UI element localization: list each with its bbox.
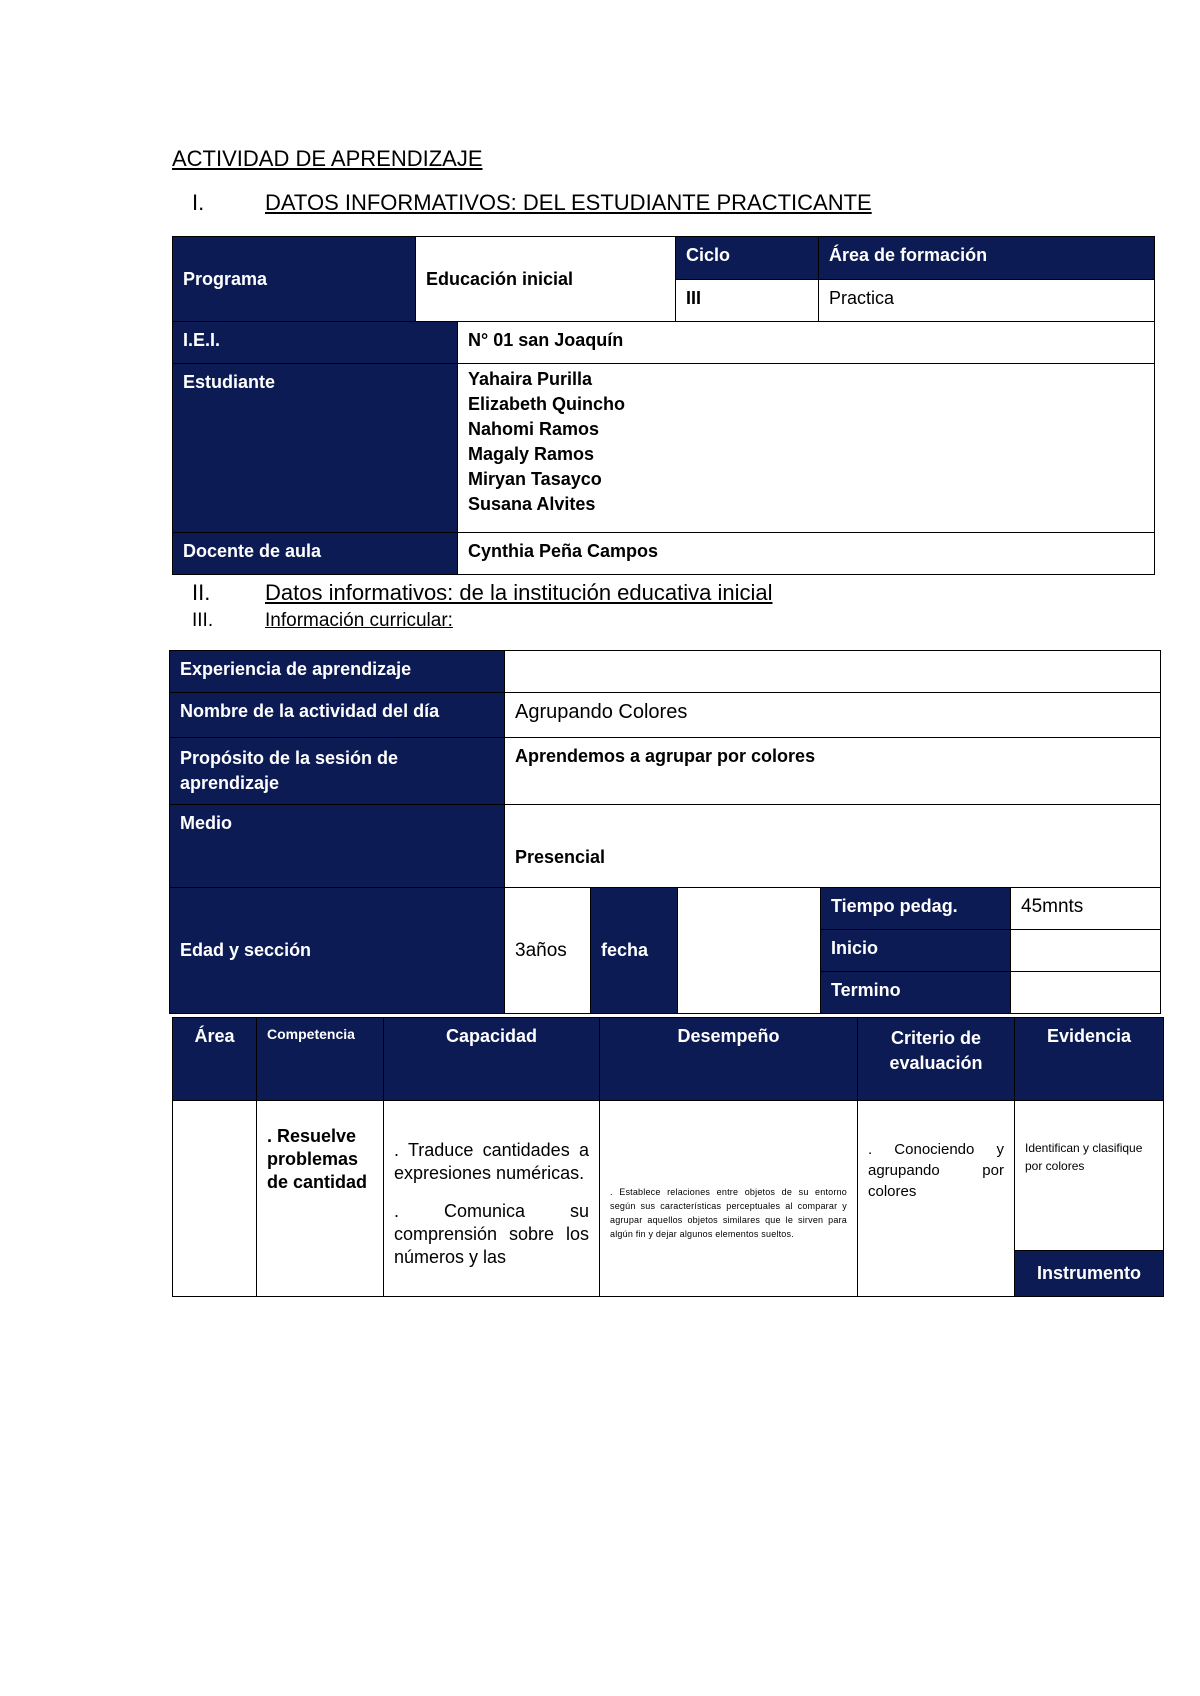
estudiante-name: Nahomi Ramos — [468, 419, 600, 439]
iei-value: N° 01 san Joaquín — [458, 322, 1155, 364]
header-criterio: Criterio de evaluación — [858, 1018, 1015, 1101]
inicio-value — [1011, 930, 1161, 972]
section-1-heading — [192, 190, 1092, 218]
section-1-title: DATOS INFORMATIVOS: DEL ESTUDIANTE PRACTICANTE — [265, 190, 872, 215]
header-instrumento: Instrumento — [1015, 1251, 1164, 1297]
fecha-label: fecha — [591, 888, 678, 1014]
row-evidencia: Identifican y clasifique por colores — [1015, 1101, 1164, 1251]
tiempo-pedag-label: Tiempo pedag. — [821, 888, 1011, 930]
programa-value: Educación inicial — [416, 237, 676, 322]
row-capacidad — [384, 1101, 600, 1297]
section-3-number: III. — [192, 610, 214, 631]
docente-value: Cynthia Peña Campos — [458, 533, 1155, 575]
section-3-title: Información curricular: — [265, 610, 453, 631]
header-desempeno: Desempeño — [600, 1018, 858, 1101]
termino-label: Termino — [821, 972, 1011, 1014]
fecha-value — [678, 888, 821, 1014]
header-area: Área — [173, 1018, 257, 1101]
edad-seccion-value: 3años — [505, 888, 591, 1014]
area-formacion-label: Área de formación — [819, 237, 1155, 280]
row-competencia: . Resuelve problemas de cantidad — [257, 1101, 384, 1297]
row-criterio: . Conociendo y agrupando por colores — [858, 1101, 1015, 1297]
section-2-title: Datos informativos: de la institución educativa inicial — [265, 580, 773, 605]
experiencia-value — [505, 651, 1161, 693]
row-area — [173, 1101, 257, 1297]
capacidad-item: . Traduce cantidades a expresiones numéricas. — [394, 1140, 589, 1183]
area-formacion-value: Practica — [819, 280, 1155, 322]
header-competencia: Competencia — [257, 1018, 384, 1101]
row-desempeno: . Establece relaciones entre objetos de su entorno según sus características perceptuales al comparar y agrupar aquellos objetos similares que le sirven para algún fin y dejar algunos elementos sueltos. — [600, 1101, 858, 1297]
estudiante-name: Yahaira Purilla — [468, 369, 593, 389]
proposito-value: Aprendemos a agrupar por colores — [505, 738, 1161, 805]
section-2-heading — [192, 580, 1092, 608]
header-capacidad: Capacidad — [384, 1018, 600, 1101]
curricular-info-table — [169, 650, 1161, 1014]
nombre-actividad-value: Agrupando Colores — [505, 693, 1161, 738]
estudiante-name: Susana Alvites — [468, 494, 596, 514]
estudiante-list — [458, 364, 1155, 533]
iei-label: I.E.I. — [173, 322, 458, 364]
inicio-label: Inicio — [821, 930, 1011, 972]
medio-label: Medio — [170, 805, 505, 888]
edad-seccion-label: Edad y sección — [170, 888, 505, 1014]
estudiante-name: Elizabeth Quincho — [468, 394, 626, 414]
proposito-label: Propósito de la sesión de aprendizaje — [170, 738, 505, 805]
estudiante-name: Miryan Tasayco — [468, 469, 602, 489]
ciclo-value: III — [676, 280, 819, 322]
estudiante-label: Estudiante — [173, 364, 458, 533]
section-1-number: I. — [192, 190, 205, 215]
ciclo-label: Ciclo — [676, 237, 819, 280]
document-title: ACTIVIDAD DE APRENDIZAJE — [172, 146, 483, 171]
competency-table — [172, 1017, 1164, 1297]
section-2-number: II. — [192, 580, 211, 605]
capacidad-item: . Comunica su comprensión sobre los números y las — [394, 1201, 589, 1267]
medio-value: Presencial — [505, 805, 1161, 888]
termino-value — [1011, 972, 1161, 1014]
docente-label: Docente de aula — [173, 533, 458, 575]
student-info-table — [172, 236, 1155, 575]
estudiante-name: Magaly Ramos — [468, 444, 595, 464]
nombre-actividad-label: Nombre de la actividad del día — [170, 693, 505, 738]
experiencia-label: Experiencia de aprendizaje — [170, 651, 505, 693]
section-3-heading — [192, 610, 1092, 636]
header-evidencia: Evidencia — [1015, 1018, 1164, 1101]
tiempo-pedag-value: 45mnts — [1011, 888, 1161, 930]
programa-label: Programa — [173, 237, 416, 322]
